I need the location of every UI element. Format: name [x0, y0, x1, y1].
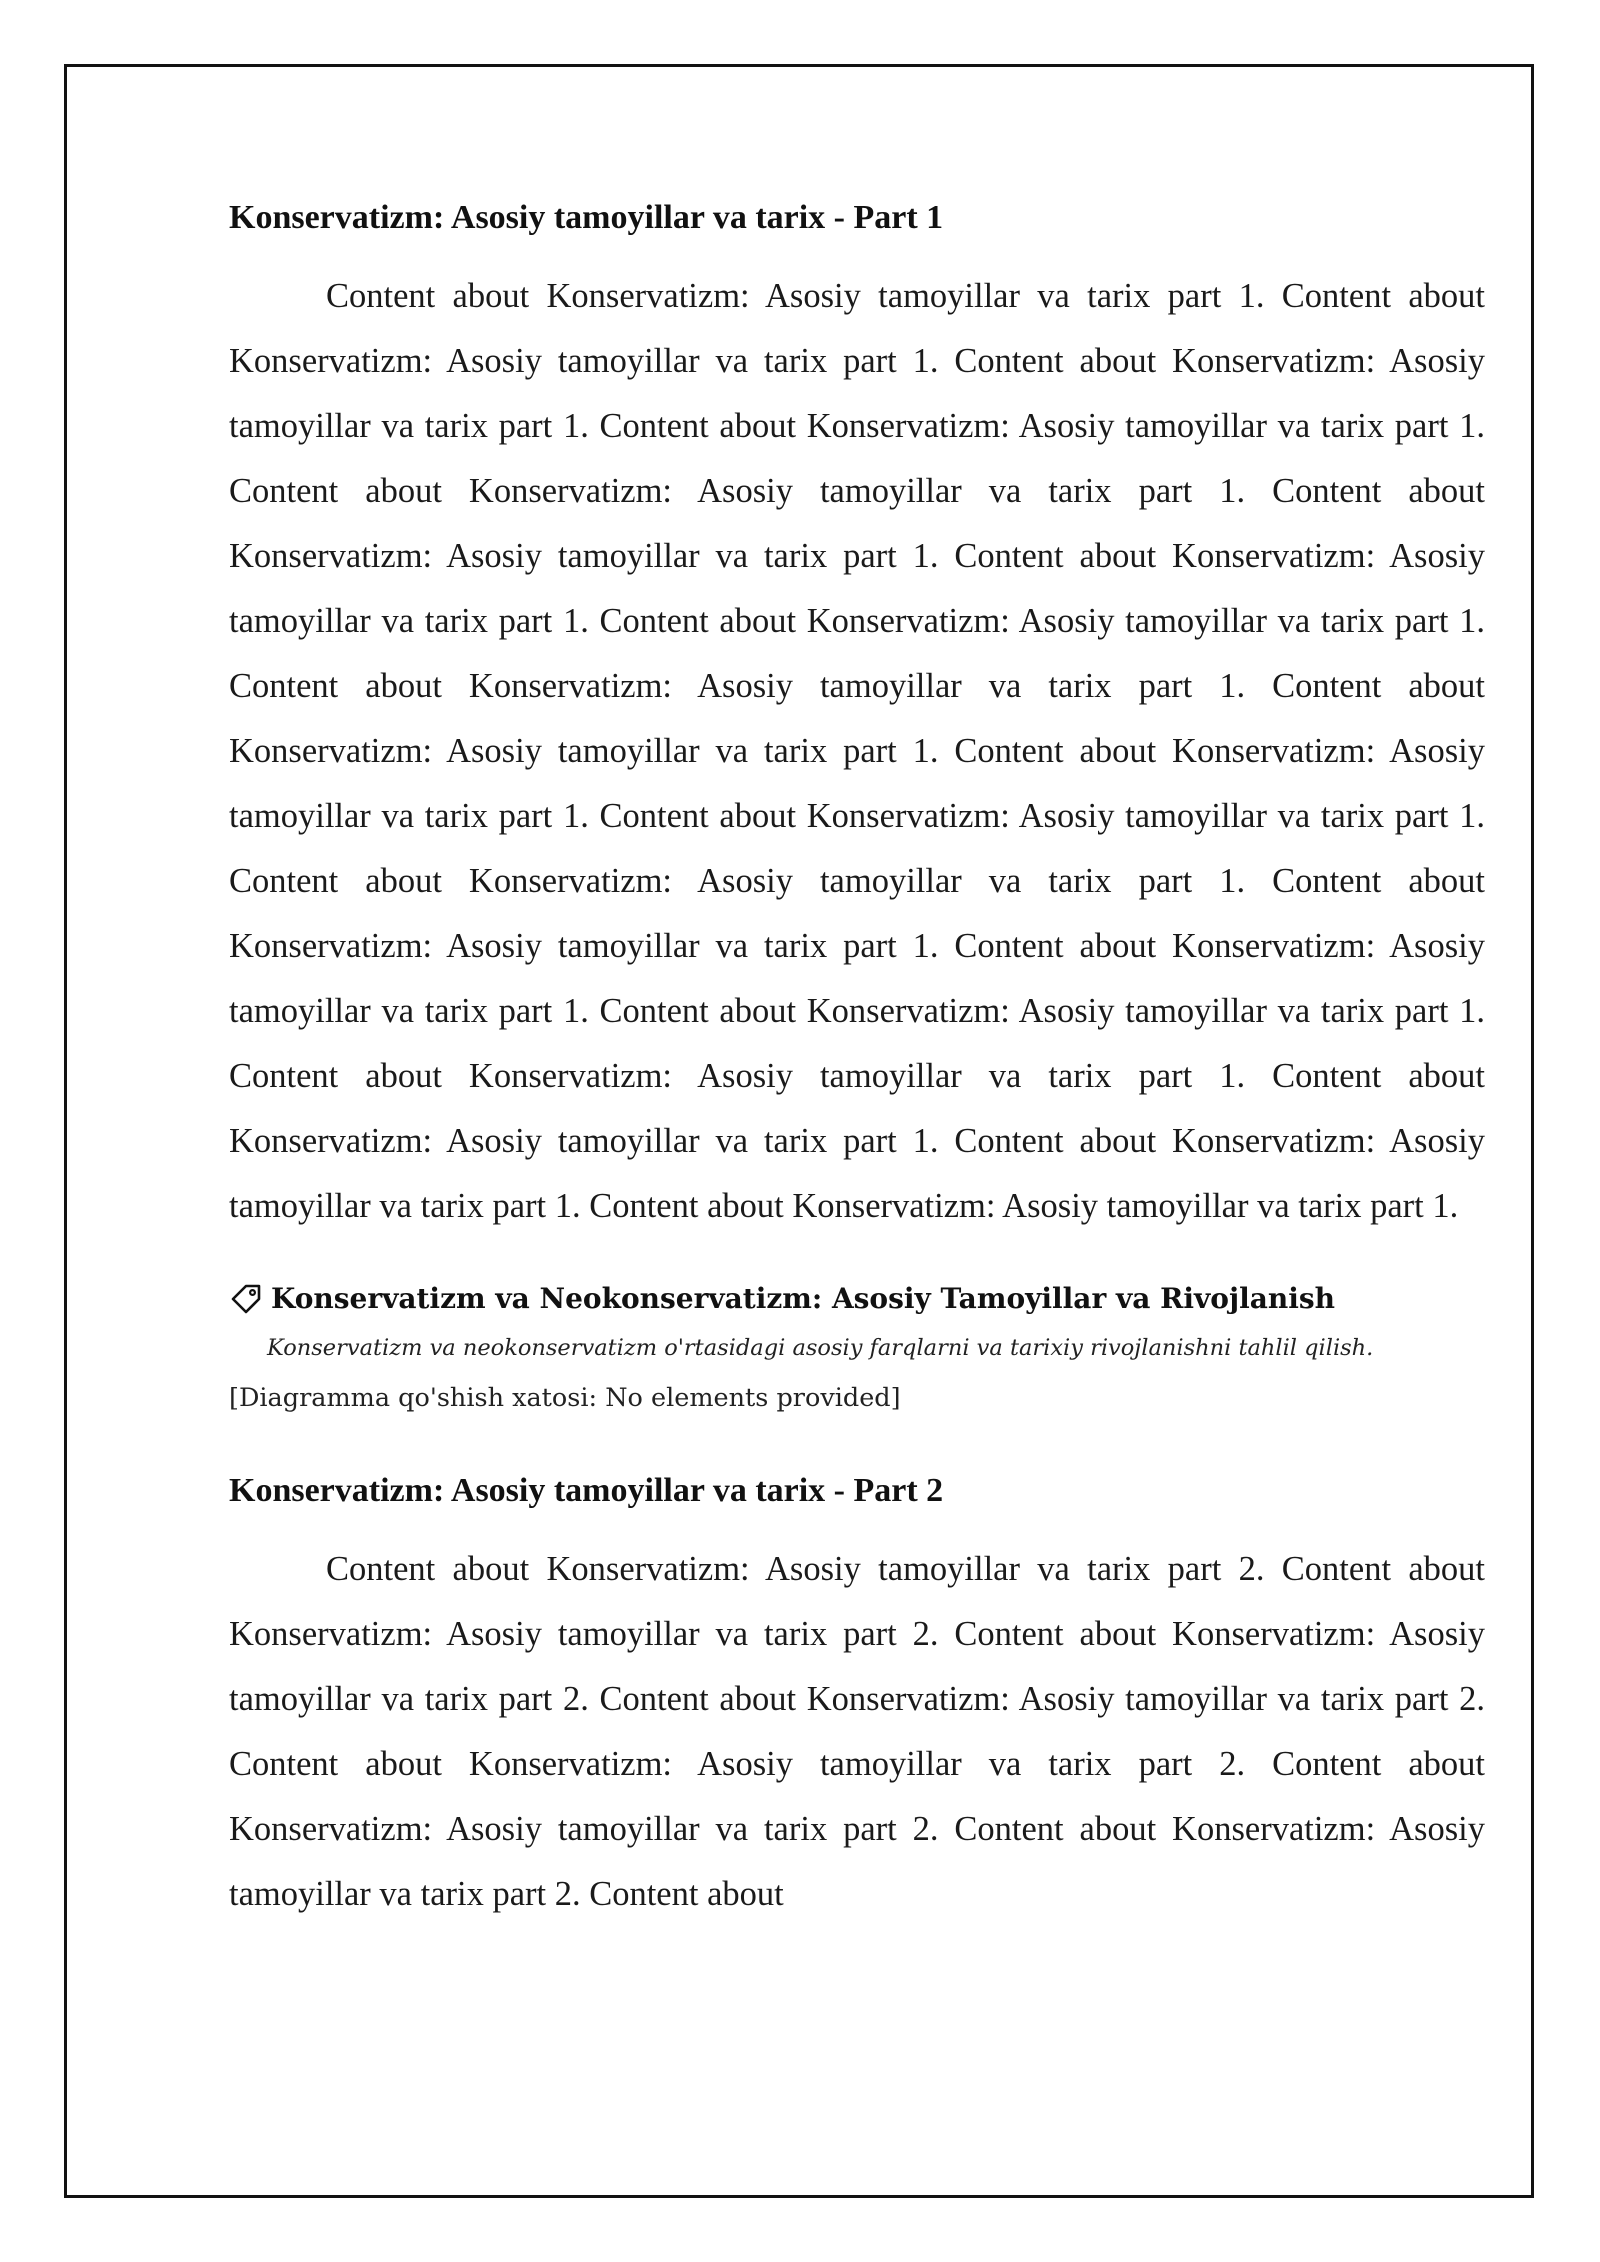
diagram-subtitle: Konservatizm va neokonservatizm o'rtasidagi asosiy farqlarni va tarixiy rivojlanishni tahlil qilish. [267, 1335, 1374, 1361]
section-heading-part-1: Konservatizm: Asosiy tamoyillar va tarix - Part 1 [229, 199, 944, 236]
diagram-error-message: [Diagramma qo'shish xatosi: No elements provided] [229, 1383, 901, 1413]
diagram-title: Konservatizm va Neokonservatizm: Asosiy Tamoyillar va Rivojlanish [271, 1282, 1335, 1315]
diagram-block [229, 1279, 1485, 1417]
section-heading-part-2: Konservatizm: Asosiy tamoyillar va tarix - Part 2 [229, 1472, 944, 1509]
section-body-part-2: Content about Konservatizm: Asosiy tamoyillar va tarix part 2. Content about Konservatizm: Asosiy tamoyillar va tarix part 2. Content about Konservatizm: Asosiy tamoyillar va tarix part 2. Content about Konservatizm: Asosiy tamoyillar va tarix part 2. Content about Konservatizm: Asosiy tamoyillar va tarix part 2. Content about Konservatizm: Asosiy tamoyillar va tarix part 2. Content about Konservatizm: Asosiy tamoyillar va tarix part 2. Content about [229, 1550, 1485, 1913]
diagram-title-row [229, 1279, 1485, 1319]
document-content [229, 196, 1485, 1927]
section-body-part-1: Content about Konservatizm: Asosiy tamoyillar va tarix part 1. Content about Konservatizm: Asosiy tamoyillar va tarix part 1. Content about Konservatizm: Asosiy tamoyillar va tarix part 1. Content about Konservatizm: Asosiy tamoyillar va tarix part 1. Content about Konservatizm: Asosiy tamoyillar va tarix part 1. Content about Konservatizm: Asosiy tamoyillar va tarix part 1. Content about Konservatizm: Asosiy tamoyillar va tarix part 1. Content about Konservatizm: Asosiy tamoyillar va tarix part 1. Content about Konservatizm: Asosiy tamoyillar va tarix part 1. Content about Konservatizm: Asosiy tamoyillar va tarix part 1. Content about Konservatizm: Asosiy tamoyillar va tarix part 1. Content about Konservatizm: Asosiy tamoyillar va tarix part 1. Content about Konservatizm: Asosiy tamoyillar va tarix part 1. Content about Konservatizm: Asosiy tamoyillar va tarix part 1. Content about Konservatizm: Asosiy tamoyillar va tarix part 1. Content about Konservatizm: Asosiy tamoyillar va tarix part 1. Content about Konservatizm: Asosiy tamoyillar va tarix part 1. Content about Konservatizm: Asosiy tamoyillar va tarix part 1. Content about Konservatizm: Asosiy tamoyillar va tarix part 1. Content about Konservatizm: Asosiy tamoyillar va tarix part 1. [229, 277, 1485, 1225]
tag-icon [229, 1282, 263, 1316]
